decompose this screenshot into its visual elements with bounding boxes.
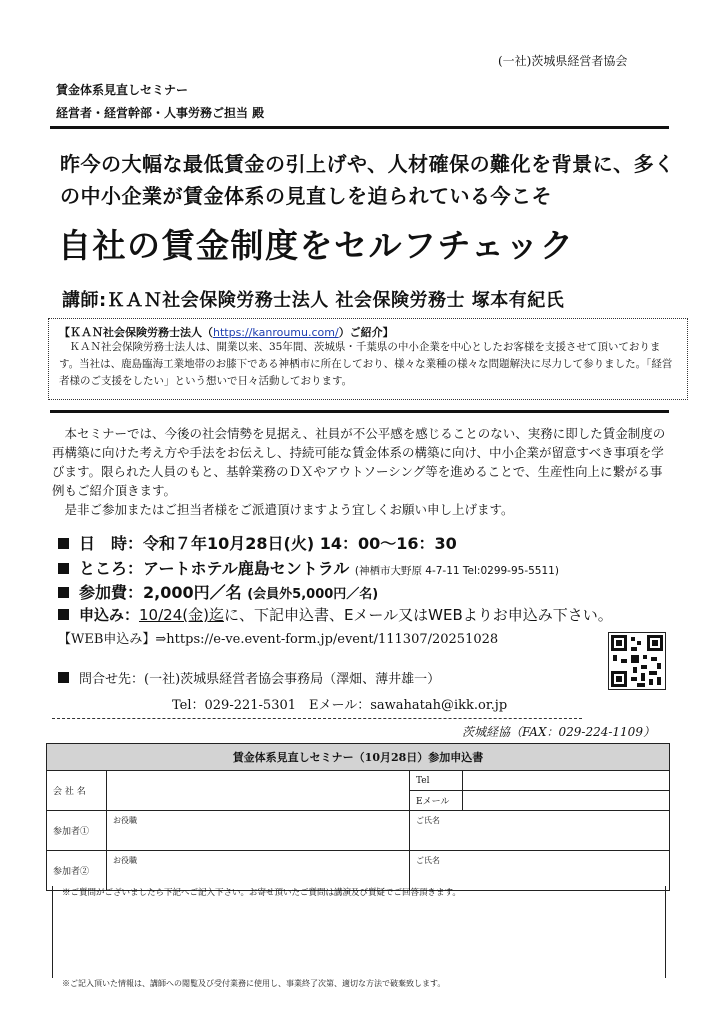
position-label: お役職 (113, 816, 137, 825)
square-bullet-icon (58, 672, 69, 683)
contact-tel-email: Tel：029-221-5301 Eメール：sawahatah@ikk.or.jp (172, 698, 508, 713)
participant2-name-field[interactable] (410, 851, 670, 891)
company-url-link[interactable]: https://kanroumu.com/ (213, 326, 339, 339)
square-bullet-icon (58, 587, 69, 598)
apply-deadline: 10/24(金)迄 (139, 606, 224, 624)
intro-heading (59, 324, 394, 340)
contact-line (58, 668, 440, 687)
privacy-footnote: ※ご記入頂いた情報は、講師への閲覧及び受付業務に使用し、事業終了次第、適切な方法で破棄致します。 (62, 979, 446, 988)
tel-field[interactable] (463, 771, 670, 791)
lecturer-line: 講師:ＫＡＮ社会保険労務士法人 社会保険労務士 塚本有紀氏 (62, 290, 565, 311)
tel-label: Tel (410, 771, 463, 791)
date-value: 令和７年10月28日(火) 14：00〜16：30 (143, 534, 457, 553)
description-paragraph: 是非ご参加またはご担当者様をご派遣頂けますよう宜しくお願い申し上げます。 (64, 502, 514, 517)
lead-text: 昨今の大幅な最低賃金の引上げや、人材確保の難化を背景に、多くの中小企業が賃金体系の見直しを迫られている今こそ (60, 152, 675, 208)
intro-heading-suffix: ）ご紹介】 (338, 326, 394, 339)
square-bullet-icon (58, 609, 69, 620)
date-row (58, 531, 457, 554)
seminar-name: 賃金体系見直しセミナー (56, 83, 189, 97)
page-title: 自社の賃金制度をセルフチェック (58, 226, 575, 265)
description (52, 424, 674, 519)
fee-label: 参加費： (79, 583, 144, 602)
intro-text: ＫＡＮ社会保険労務士法人は、開業以来、35年間、茨城県・千葉県の中小企業を中心としたお客様を支援させて頂いております。当社は、鹿島臨海工業地帯のお膝下である神栖市に所在しており、様々な業種の様々な問題解決に尽力して参りました。「経営者様のご支援をしたい」という想いで日々活動しております。 (59, 341, 673, 387)
web-apply-link[interactable]: 【WEB申込み】⇒https://e-ve.event-form.jp/event/111307/20251028 (58, 632, 499, 647)
date-label: 日 時： (79, 534, 144, 553)
application-form (46, 743, 670, 891)
organization-header: (一社)茨城県経営者協会 (498, 54, 628, 68)
participant1-position-field[interactable] (107, 811, 410, 851)
apply-row (58, 604, 613, 625)
fee-note: (会員外5,000円／名) (247, 587, 379, 602)
question-textarea[interactable] (52, 886, 666, 978)
participant1-name-field[interactable] (410, 811, 670, 851)
mid-divider (50, 410, 669, 413)
square-bullet-icon (58, 563, 69, 574)
participant2-label: 参加者② (47, 851, 107, 891)
square-bullet-icon (58, 538, 69, 549)
contact-text: 問合せ先：(一社)茨城県経営者協会事務局（澤畑、薄井雄一） (79, 672, 441, 687)
intro-box (48, 318, 688, 400)
intro-heading-prefix: 【ＫＡＮ社会保険労務士法人（ (59, 326, 213, 339)
top-divider (50, 126, 669, 129)
participant2-position-field[interactable] (107, 851, 410, 891)
fax-line: 茨城経協（FAX：029-224-1109） (462, 725, 655, 739)
place-label: ところ： (79, 559, 144, 578)
name-label: ご氏名 (416, 816, 440, 825)
participant1-label: 参加者① (47, 811, 107, 851)
position-label: お役職 (113, 856, 137, 865)
cut-line (52, 718, 582, 719)
place-value: アートホテル鹿島セントラル (143, 559, 350, 578)
email-label: Eメール (410, 791, 463, 811)
company-label: 会 社 名 (47, 771, 107, 811)
apply-text: に、下記申込書、Eメール又はWEBよりお申込み下さい。 (223, 606, 613, 624)
question-note: ※ご質問がございましたら下記へご記入下さい。お寄せ頂いたご質問は講演及び質疑でご回答頂きます。 (62, 888, 461, 898)
email-field[interactable] (463, 791, 670, 811)
description-paragraph: 本セミナーでは、今後の社会情勢を見据え、社員が不公平感を感じることのない、実務に即した賃金制度の再構築に向けた考え方や手法をお伝えし、持続可能な賃金体系の構築に向け、中小企業が留意すべき事項を学びます。限られた人員のもと、基幹業務のＤＸやアウトソーシング等を進めることで、生産性向上に繋がる事例もご紹介頂きます。 (52, 426, 666, 498)
apply-label: 申込み： (79, 606, 140, 624)
company-name-field[interactable] (107, 771, 410, 811)
place-row (58, 556, 559, 579)
fee-value: 2,000円／名 (143, 583, 242, 602)
qr-code-icon[interactable] (608, 632, 666, 690)
fee-row (58, 580, 378, 603)
form-title: 賃金体系見直しセミナー（10月28日）参加申込書 (47, 744, 670, 771)
audience-line: 経営者・経営幹部・人事労務ご担当 殿 (56, 106, 265, 120)
name-label: ご氏名 (416, 856, 440, 865)
place-address: (神栖市大野原 4-7-11 Tel:0299-95-5511) (354, 565, 559, 577)
